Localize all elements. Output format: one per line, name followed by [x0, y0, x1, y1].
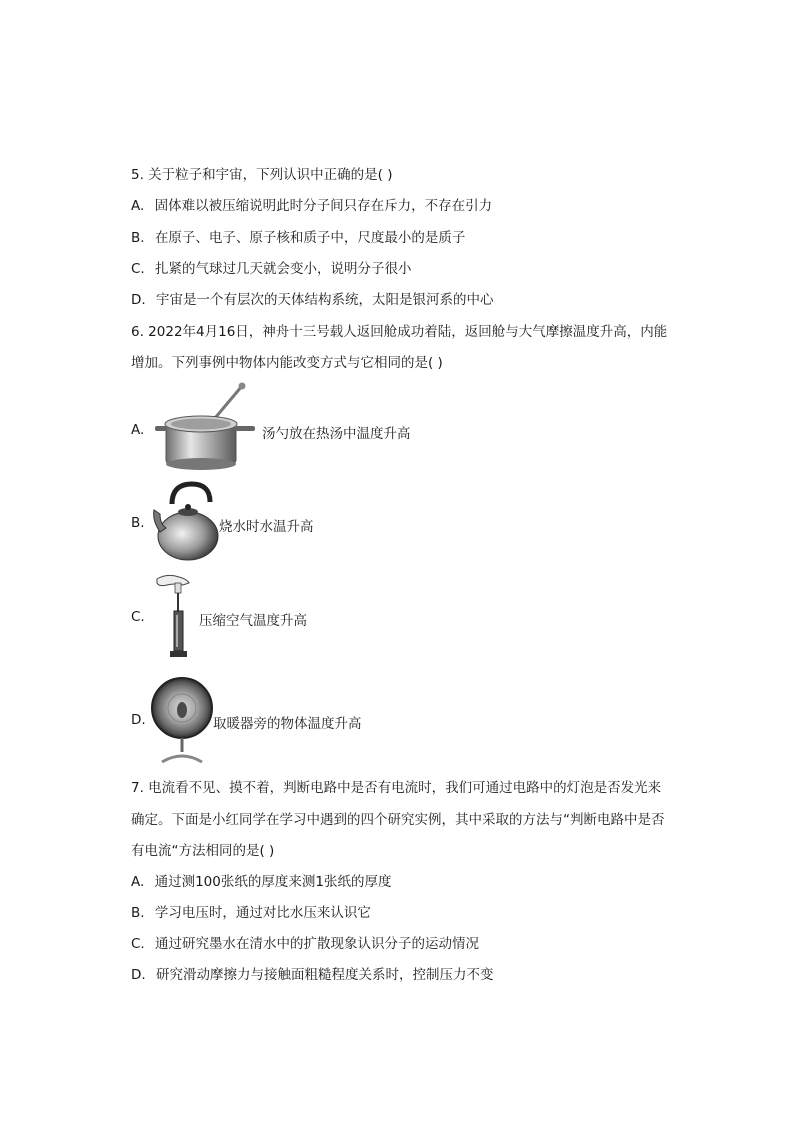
option-label: A. [131, 198, 145, 214]
q6-option-d-text: 取暖器旁的物体温度升高 [213, 716, 362, 732]
q7-option-a [131, 873, 391, 891]
option-label: D. [131, 967, 146, 983]
q5-option-b [131, 229, 465, 247]
option-label: B. [131, 230, 145, 246]
option-label: C. [131, 936, 145, 952]
option-text: 研究滑动摩擦力与接触面粗糙程度关系时，控制压力不变 [155, 967, 494, 983]
air-pump-icon [153, 569, 197, 661]
q6-stem-line2: 增加。下列事例中物体内能改变方式与它相同的是( ) [131, 355, 443, 371]
q7-stem-line2: 确定。下面是小红同学在学习中遇到的四个研究实例，其中采取的方法与“判断电路中是否 [131, 812, 665, 828]
option-text: 通过研究墨水在清水中的扩散现象认识分子的运动情况 [155, 936, 480, 952]
option-text: 宇宙是一个有层次的天体结构系统，太阳是银河系的中心 [155, 292, 494, 308]
option-label: D. [131, 292, 146, 308]
q5-option-a [131, 197, 492, 215]
option-text: 学习电压时，通过对比水压来认识它 [154, 905, 371, 921]
option-text: 通过测100张纸的厚度来测1张纸的厚度 [154, 874, 392, 890]
q7-stem-line3: 有电流“方法相同的是( ) [131, 843, 275, 859]
option-label: A. [131, 874, 145, 890]
q6-option-b-text: 烧水时水温升高 [219, 519, 314, 535]
heater-icon [150, 676, 214, 766]
q7-option-d [131, 966, 493, 984]
q7-stem-line1: 7. 电流看不见、摸不着，判断电路中是否有电流时，我们可通过电路中的灯泡是否发光来 [131, 780, 662, 796]
q5-stem: 5. 关于粒子和宇宙，下列认识中正确的是( ) [131, 167, 393, 183]
q7-option-b [131, 904, 371, 922]
kettle-icon [152, 480, 222, 562]
soup-pot-icon [152, 380, 262, 472]
q6-option-d-label: D. [131, 712, 146, 728]
q6-stem-line1: 6. 2022年4月16日，神舟十三号载人返回舱成功着陆，返回舱与大气摩擦温度升高，内能 [131, 324, 668, 340]
q6-option-a-label: A. [131, 422, 145, 438]
q6-option-c-label: C. [131, 609, 145, 625]
option-text: 在原子、电子、原子核和质子中，尺度最小的是质子 [154, 230, 466, 246]
option-label: B. [131, 905, 145, 921]
option-text: 固体难以被压缩说明此时分子间只存在斥力，不存在引力 [154, 198, 493, 214]
q6-option-b-label: B. [131, 515, 145, 531]
option-text: 扎紧的气球过几天就会变小，说明分子很小 [155, 261, 412, 277]
q6-option-a-text: 汤勺放在热汤中温度升高 [262, 426, 411, 442]
q6-option-c-text: 压缩空气温度升高 [199, 613, 307, 629]
option-label: C. [131, 261, 145, 277]
q5-option-c [131, 260, 412, 278]
q5-option-d [131, 291, 493, 309]
q7-option-c [131, 935, 479, 953]
